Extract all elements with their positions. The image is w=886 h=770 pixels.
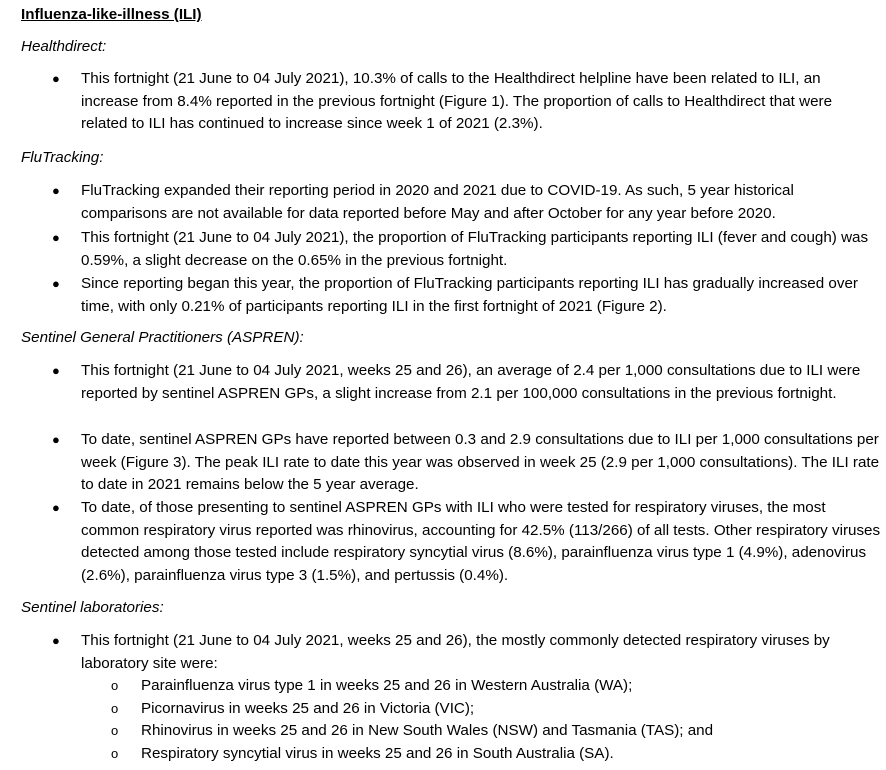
sub-list-item-text: Parainfluenza virus type 1 in weeks 25 and 26 in Western Australia (WA); xyxy=(141,677,633,694)
document-heading: Influenza-like-illness (ILI) xyxy=(21,6,202,23)
section-title-flutracking: FluTracking: xyxy=(21,149,104,166)
bullet-icon: ● xyxy=(52,432,60,447)
sub-bullet-icon: o xyxy=(111,746,119,761)
bullet-icon: ● xyxy=(52,363,60,378)
sub-bullet-icon: o xyxy=(111,723,119,738)
section-title-healthdirect: Healthdirect: xyxy=(21,38,107,55)
list-item-text: This fortnight (21 June to 04 July 2021), the proportion of FluTracking participants reporting ILI (fever and cough) was 0.59%, a slight decrease on the 0.65% in the previous fortnight. xyxy=(81,229,869,269)
list-item-text: This fortnight (21 June to 04 July 2021, weeks 25 and 26), the mostly commonly detected respiratory viruses by laboratory site were: xyxy=(81,632,830,672)
list-item-text: This fortnight (21 June to 04 July 2021), 10.3% of calls to the Healthdirect helpline have been related to ILI, an increase from 8.4% reported in the previous fortnight (Figure 1). The proportion of calls to Healthdirect that were related to ILI has continued to increase since week 1 of 2021 (2.3%). xyxy=(81,70,833,133)
bullet-icon: ● xyxy=(52,71,60,86)
bullet-icon: ● xyxy=(52,183,60,198)
sub-bullet-icon: o xyxy=(111,678,119,693)
bullet-icon: ● xyxy=(52,276,60,291)
section-title-laboratories: Sentinel laboratories: xyxy=(21,599,164,616)
bullet-icon: ● xyxy=(52,500,60,515)
list-item-text: To date, of those presenting to sentinel ASPREN GPs with ILI who were tested for respiratory viruses, the most common respiratory virus reported was rhinovirus, accounting for 42.5% (113/266) of all tests. Other respiratory viruses detected among those tested include respiratory syncytial virus (8.6%), parainfluenza virus type 1 (4.9%), adenovirus (2.6%), parainfluenza virus type 3 (1.5%), and pertussis (0.4%). xyxy=(81,499,881,584)
bullet-icon: ● xyxy=(52,633,60,648)
sub-list-item-text: Picornavirus in weeks 25 and 26 in Victoria (VIC); xyxy=(141,700,475,717)
sub-bullet-icon: o xyxy=(111,701,119,716)
list-item-text: This fortnight (21 June to 04 July 2021, weeks 25 and 26), an average of 2.4 per 1,000 consultations due to ILI were reported by sentinel ASPREN GPs, a slight increase from 2.1 per 100,000 consultations in the previous fortnight. xyxy=(81,362,861,402)
list-item-text: FluTracking expanded their reporting period in 2020 and 2021 due to COVID-19. As such, 5 year historical comparisons are not available for data reported before May and after October for any year before 2020. xyxy=(81,182,794,222)
bullet-icon: ● xyxy=(52,230,60,245)
sub-list-item-text: Respiratory syncytial virus in weeks 25 and 26 in South Australia (SA). xyxy=(141,745,614,762)
list-item-text: To date, sentinel ASPREN GPs have reported between 0.3 and 2.9 consultations due to ILI per 1,000 consultations per week (Figure 3). The peak ILI rate to date this year was observed in week 25 (2.9 per 1,000 consultations). The ILI rate to date in 2021 remains below the 5 year average. xyxy=(81,431,880,494)
sub-list-item-text: Rhinovirus in weeks 25 and 26 in New South Wales (NSW) and Tasmania (TAS); and xyxy=(141,722,714,739)
list-item-text: Since reporting began this year, the proportion of FluTracking participants reporting ILI has gradually increased over time, with only 0.21% of participants reporting ILI in the first fortnight of 2021 (Figure 2). xyxy=(81,275,858,315)
section-title-aspren: Sentinel General Practitioners (ASPREN): xyxy=(21,329,304,346)
